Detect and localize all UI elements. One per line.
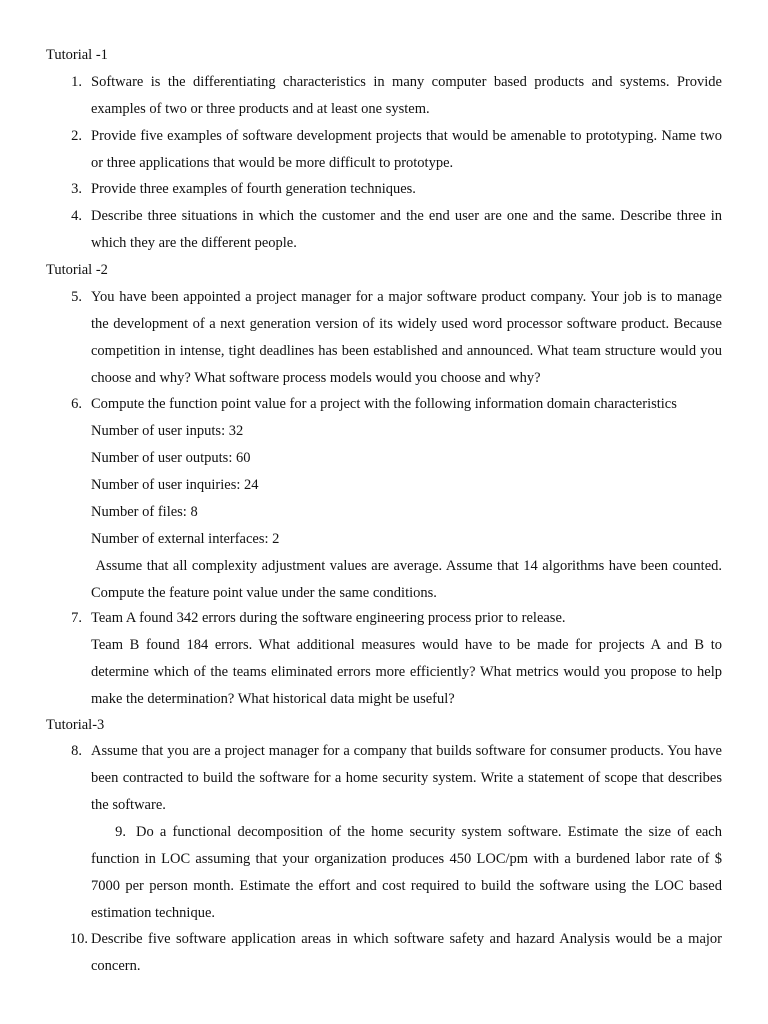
question-number: 6.: [71, 396, 82, 412]
question-number: 9.: [115, 824, 126, 840]
question-text-first-line: Do a functional decomposition of the home security system software. Estimate the size of each: [136, 824, 722, 840]
question-number: 10.: [69, 931, 88, 947]
question-continued-text: function in LOC assuming that your organization produces 450 LOC/pm with a burdened labor rate of $ 7000 per person month. Estimate the effort and cost required to build the software using the LOC based estimation technique.: [91, 851, 722, 921]
question-text: Compute the function point value for a project with the following information domain characteristics: [91, 396, 677, 412]
question-closing-text: Assume that all complexity adjustment values are average. Assume that 14 algorithms have been counted. Compute the feature point value under the same conditions.: [91, 558, 726, 601]
tutorial-1-heading: Tutorial -1: [46, 47, 108, 63]
question-continued-text: Team B found 184 errors. What additional measures would have to be made for projects A and B to determine which of the teams eliminated errors more efficiently? What metrics would you propose to help make the determination? What historical data might be useful?: [91, 637, 722, 707]
question-text: You have been appointed a project manager for a major software product company. Your job is to manage the development of a next generation version of its widely used word processor software product. Because competition in intense, tight deadlines has been established and announced. What team structure would you choose and why? What software process models would you choose and why?: [91, 289, 722, 386]
question-text: Software is the differentiating characteristics in many computer based products and systems. Provide examples of two or three products and at least one system.: [91, 74, 722, 117]
question-number: 1.: [71, 74, 82, 90]
characteristic-line: Number of user outputs: 60: [91, 450, 251, 466]
question-number: 3.: [71, 181, 82, 197]
question-text: Assume that you are a project manager for a company that builds software for consumer products. You have been contracted to build the software for a home security system. Write a statement of scope that describes the software.: [91, 743, 722, 813]
question-text: Team A found 342 errors during the software engineering process prior to release.: [91, 610, 566, 626]
characteristic-line: Number of user inquiries: 24: [91, 477, 259, 493]
tutorial-2-heading: Tutorial -2: [46, 262, 108, 278]
question-number: 8.: [71, 743, 82, 759]
characteristic-line: Number of external interfaces: 2: [91, 531, 280, 547]
question-text: Describe three situations in which the customer and the end user are one and the same. Describe three in which they are the different people.: [91, 208, 722, 251]
question-text: Describe five software application areas in which software safety and hazard Analysis would be a major concern.: [91, 931, 722, 974]
question-number: 2.: [71, 128, 82, 144]
characteristic-line: Number of user inputs: 32: [91, 423, 244, 439]
question-text: Provide five examples of software development projects that would be amenable to prototyping. Name two or three applications that would be more difficult to prototype.: [91, 128, 722, 171]
question-number: 5.: [71, 289, 82, 305]
question-text: Provide three examples of fourth generation techniques.: [91, 181, 416, 197]
characteristic-line: Number of files: 8: [91, 504, 198, 520]
question-number: 7.: [71, 610, 82, 626]
tutorial-3-heading: Tutorial-3: [46, 717, 105, 733]
question-number: 4.: [71, 208, 82, 224]
